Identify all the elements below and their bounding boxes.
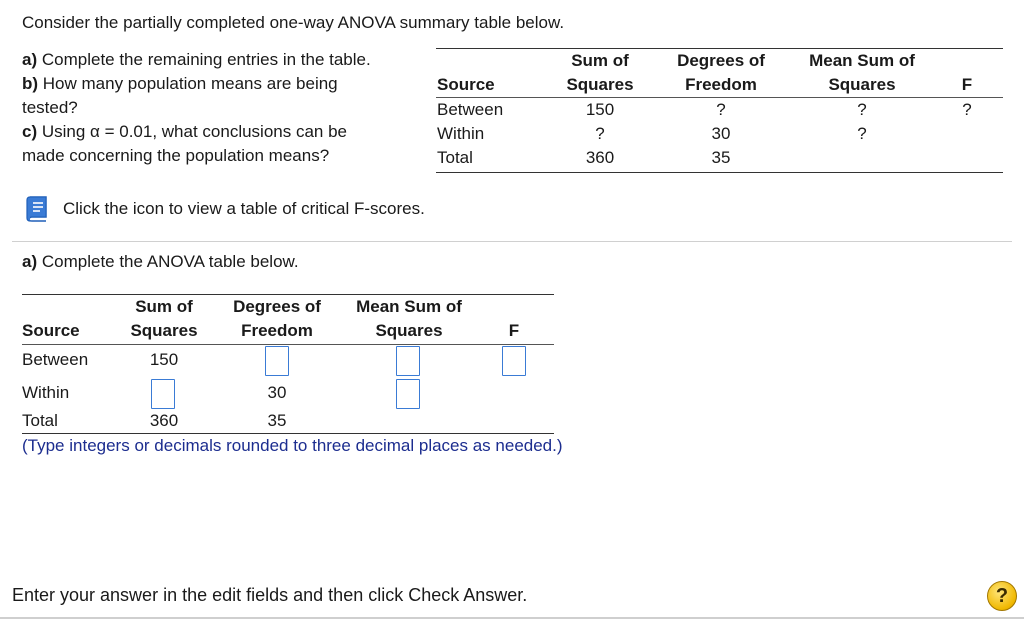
answer-row-within-df: 30 (267, 383, 287, 402)
question-b (22, 72, 338, 96)
answer-header-ss-1: Sum of (135, 297, 193, 316)
help-button[interactable] (987, 581, 1017, 611)
problem-intro: Consider the partially completed one-way ANOVA summary table below. (22, 13, 565, 32)
footer-instruction: Enter your answer in the edit fields and then click Check Answer. (12, 585, 528, 605)
part-a-title (22, 252, 299, 272)
row-within-ss: ? (595, 124, 605, 143)
answer-row-total-df: 35 (267, 411, 287, 430)
answer-row-total-ss: 360 (149, 411, 179, 430)
input-hint: (Type integers or decimals rounded to three decimal places as needed.) (22, 436, 563, 455)
header-ms-2: Squares (828, 75, 896, 94)
header-f: F (961, 75, 973, 94)
question-b-cont: tested? (22, 98, 78, 117)
within-ms-input[interactable] (396, 379, 420, 409)
row-between-f: ? (962, 100, 972, 119)
bottom-rule (0, 617, 1024, 619)
question-a-text: Complete the remaining entries in the table. (41, 50, 371, 69)
answer-header-f: F (508, 321, 520, 340)
answer-header-ss-2: Squares (130, 321, 198, 340)
question-b-label: b) (22, 74, 39, 93)
row-between-ss: 150 (585, 100, 615, 119)
row-total-ss: 360 (585, 148, 615, 167)
section-divider (12, 241, 1012, 242)
question-c (22, 120, 347, 144)
question-a-label: a) (22, 50, 38, 69)
question-b-text: How many population means are being (42, 74, 338, 93)
answer-header-df-1: Degrees of (233, 297, 321, 316)
row-between-ms: ? (857, 100, 867, 119)
header-df-2: Freedom (685, 75, 757, 94)
question-c-cont: made concerning the population means? (22, 146, 330, 165)
between-ms-input[interactable] (396, 346, 420, 376)
row-total-source: Total (437, 148, 473, 167)
header-ms-1: Mean Sum of (809, 51, 915, 70)
question-a (22, 48, 371, 72)
part-a-label: a) (22, 252, 38, 271)
answer-header-source: Source (22, 321, 80, 340)
row-within-ms: ? (857, 124, 867, 143)
answer-header-ms-1: Mean Sum of (356, 297, 462, 316)
table-bottom-rule (436, 172, 1003, 173)
row-between-df: ? (716, 100, 726, 119)
answer-table-header-rule (22, 344, 554, 345)
answer-row-total-source: Total (22, 411, 58, 430)
within-ss-input[interactable] (151, 379, 175, 409)
help-icon: ? (995, 585, 1009, 607)
row-within-df: 30 (711, 124, 731, 143)
answer-row-within-source: Within (22, 383, 70, 402)
part-a-text: Complete the ANOVA table below. (41, 252, 299, 271)
answer-header-ms-2: Squares (375, 321, 443, 340)
question-c-text: Using α = 0.01, what conclusions can be (41, 122, 348, 141)
answer-table-bottom-rule (22, 433, 554, 434)
header-df-1: Degrees of (677, 51, 765, 70)
answer-header-df-2: Freedom (241, 321, 313, 340)
question-c-label: c) (22, 122, 38, 141)
header-ss-1: Sum of (571, 51, 629, 70)
answer-row-between-ss: 150 (149, 350, 179, 369)
between-df-input[interactable] (265, 346, 289, 376)
book-icon[interactable] (26, 196, 48, 222)
between-f-input[interactable] (502, 346, 526, 376)
row-total-df: 35 (711, 148, 731, 167)
critical-f-scores-link-text: Click the icon to view a table of critical F-scores. (63, 199, 425, 218)
header-source: Source (437, 75, 495, 94)
row-between-source: Between (437, 100, 504, 119)
row-within-source: Within (437, 124, 485, 143)
answer-row-between-source: Between (22, 350, 89, 369)
header-ss-2: Squares (566, 75, 634, 94)
